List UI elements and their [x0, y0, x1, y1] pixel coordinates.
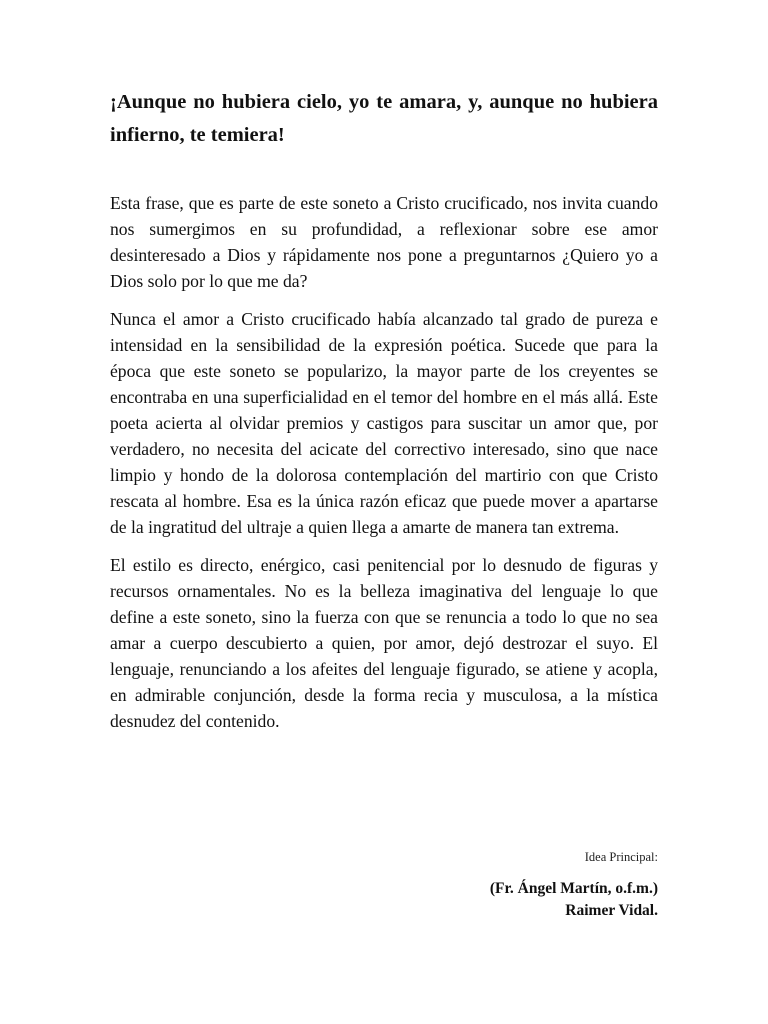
signature-line-2: Raimer Vidal.: [565, 902, 658, 919]
paragraph-1: Esta frase, que es parte de este soneto a Cristo crucificado, nos invita cuando nos sumergimos en su profundidad, a reflexionar sobre ese amor desinteresado a Dios y rápidamente nos pone a preguntarnos ¿Quiero yo a Dios solo por lo que me da?: [110, 193, 658, 291]
signature-line-1: (Fr. Ángel Martín, o.f.m.): [489, 880, 658, 897]
paragraph-2: Nunca el amor a Cristo crucificado había alcanzado tal grado de pureza e intensidad en la sensibilidad de la expresión poética. Sucede que para la época que este soneto se popularizo, la mayor parte de los creyentes se encontraba en una superficialidad en el temor del hombre en el más allá. Este poeta acierta al olvidar premios y castigos para suscitar un amor que, por verdadero, no necesita del acicate del correctivo interesado, sino que nace limpio y hondo de la dolorosa contemplación del martirio con que Cristo rescata al hombre. Esa es la única razón eficaz que puede mover a apartarse de la ingratitud del ultraje a quien llega a amarte de manera tan extrema.: [110, 309, 658, 537]
document-page: [110, 0, 658, 1024]
document-title: ¡Aunque no hubiera cielo, yo te amara, y, aunque no hubiera infierno, te temiera!: [110, 91, 658, 146]
document-body: [110, 190, 658, 746]
idea-principal-label: Idea Principal:: [584, 850, 658, 864]
author-signature: [490, 878, 658, 922]
paragraph-3: El estilo es directo, enérgico, casi penitencial por lo desnudo de figuras y recursos ornamentales. No es la belleza imaginativa del lenguaje lo que define a este soneto, sino la fuerza con que se renuncia a todo lo que no sea amar a cuerpo descubierto a quien, por amor, dejó destrozar el suyo. El lenguaje, renunciando a los afeites del lenguaje figurado, se atiene y acopla, en admirable conjunción, desde la forma recia y musculosa, a la mística desnudez del contenido.: [110, 555, 658, 731]
